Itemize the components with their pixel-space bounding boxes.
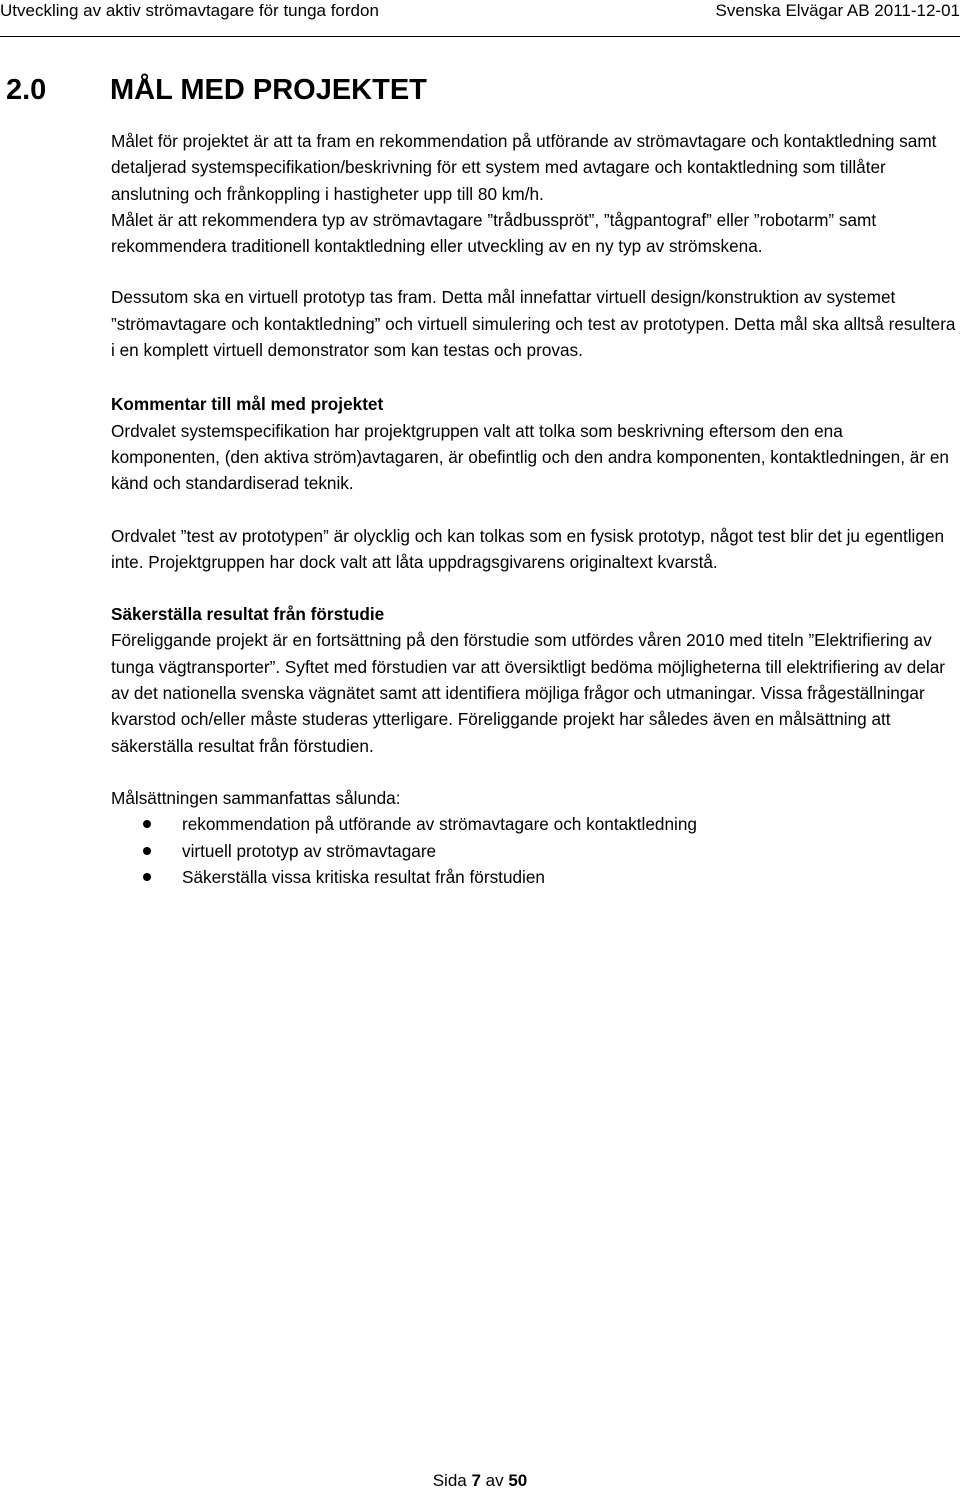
bullet-icon	[143, 873, 151, 881]
page-number-middle: av	[480, 1471, 509, 1490]
bullet-icon	[143, 820, 151, 828]
list-item-text: rekommendation på utförande av strömavtagare och kontaktledning	[182, 814, 697, 835]
summary-list	[111, 811, 956, 890]
comment-paragraph-1: Ordvalet systemspecifikation har projektgruppen valt att tolka som beskrivning eftersom den ena komponenten, (den aktiva ström)avtagaren, är obefintlig och den andra komponenten, kontaktledningen, är en känd och standardiserad teknik.	[111, 420, 949, 494]
list-item	[111, 811, 956, 837]
goal-paragraph-2: Målet är att rekommendera typ av strömavtagare ”trådbussprӧt”, ”tågpantograf” eller ”robotarm” samt rekommendera traditionell kontaktledning eller utveckling av en ny typ av strömskena.	[111, 209, 877, 257]
page-number-total: 50	[508, 1471, 528, 1490]
bullet-icon	[143, 847, 151, 855]
list-item	[111, 838, 956, 864]
page-number-prefix: Sida	[432, 1471, 472, 1490]
secure-paragraph-1: Föreliggande projekt är en fortsättning på den förstudie som utfördes våren 2010 med titeln ”Elektrifiering av tunga vägtransporter”. Syftet med förstudien var att översiktligt bedöma möjligheterna till elektrifiering av delar av det nationella svenska vägnätet samt att identifiera möjliga frågor och utmaningar. Vissa frågeställningar kvarstod och/eller måste studeras ytterligare. Föreliggande projekt har således även en målsättning att säkerställa resultat från förstudien.	[111, 630, 945, 756]
secure-heading: Säkerställa resultat från förstudie	[111, 604, 385, 625]
summary-intro: Målsättningen sammanfattas sålunda:	[111, 787, 401, 808]
header-document-title: Utveckling av aktiv strömavtagare för tunga fordon	[0, 1, 379, 20]
goal-paragraph-3: Dessutom ska en virtuell prototyp tas fram. Detta mål innefattar virtuell design/konstruktion av systemet ”strömavtagare och kontaktledning” och virtuell simulering och test av prototypen. Detta mål ska alltså resultera i en komplett virtuell demonstrator som kan testas och provas.	[111, 287, 956, 361]
page-content	[111, 128, 956, 890]
chapter-number: 2.0	[6, 74, 47, 106]
comment-heading: Kommentar till mål med projektet	[111, 394, 384, 415]
header-company-date: Svenska Elvägar AB 2011-12-01	[715, 1, 960, 20]
page-number-current: 7	[471, 1471, 481, 1490]
chapter-heading	[6, 72, 427, 108]
list-item-text: virtuell prototyp av strömavtagare	[182, 840, 437, 861]
goal-paragraph-1: Målet för projektet är att ta fram en rekommendation på utförande av strömavtagare och kontaktledning samt detaljerad systemspecifikation/beskrivning för ett system med avtagare och kontaktledning som tillåter anslutning och frånkoppling i hastigheter upp till 80 km/h.	[111, 131, 937, 204]
comment-paragraph-2: Ordvalet ”test av prototypen” är olycklig och kan tolkas som en fysisk prototyp, något test blir det ju egentligen inte. Projektgruppen har dock valt att låta uppdragsgivarens originaltext kvarstå.	[111, 525, 945, 572]
page-footer	[0, 1470, 960, 1492]
list-item	[111, 864, 956, 890]
list-item-text: Säkerställa vissa kritiska resultat från förstudien	[182, 866, 545, 887]
page-header	[0, 0, 960, 37]
chapter-title: MÅL MED PROJEKTET	[110, 74, 427, 106]
